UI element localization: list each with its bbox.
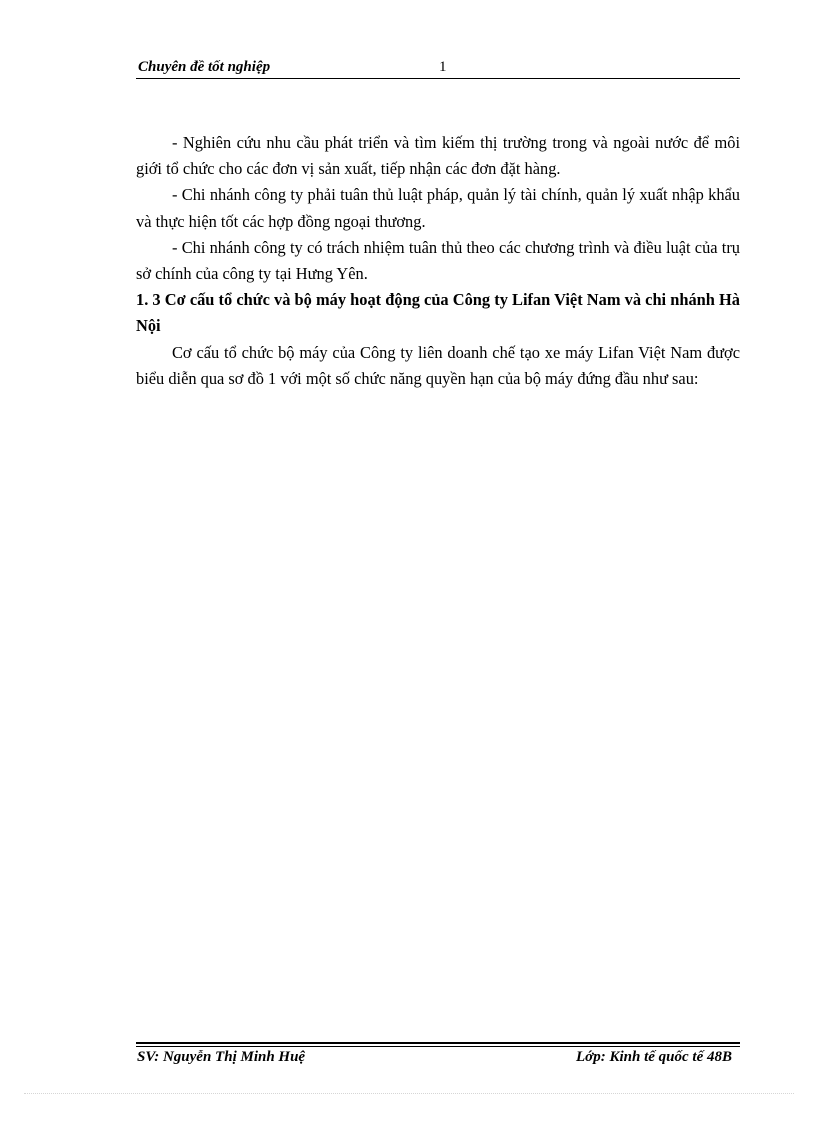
paragraph-headquarters-rules: - Chi nhánh công ty có trách nhiệm tuân thủ theo các chương trình và điều luật của trụ sở chính của công ty tại Hưng Yên. xyxy=(136,237,740,284)
footer-divider-thick xyxy=(136,1042,740,1044)
paragraph-org-structure: Cơ cấu tổ chức bộ máy của Công ty liên doanh chế tạo xe máy Lifan Việt Nam được biểu diễn qua sơ đồ 1 với một số chức năng quyền hạn của bộ máy đứng đầu như sau: xyxy=(136,342,740,388)
footer-class-name: Lớp: Kinh tế quốc tế 48B xyxy=(576,1049,732,1065)
paragraph-legal-compliance: - Chi nhánh công ty phải tuân thủ luật pháp, quản lý tài chính, quản lý xuất nhập khẩu và thực hiện tốt các hợp đồng ngoại thương. xyxy=(136,185,740,231)
header-divider xyxy=(136,78,740,79)
page-header xyxy=(136,56,740,78)
footer-student-name: SV: Nguyễn Thị Minh Huệ xyxy=(137,1049,306,1065)
page-bottom-edge xyxy=(24,1093,794,1094)
section-heading: 1. 3 Cơ cấu tổ chức và bộ máy hoạt động của Công ty Lifan Việt Nam và chi nhánh Hà Nội xyxy=(136,290,740,336)
page-number: 1 xyxy=(439,59,447,75)
header-title: Chuyên đề tốt nghiệp xyxy=(138,59,271,75)
body-text xyxy=(136,130,740,392)
footer-divider-thin xyxy=(136,1046,740,1047)
paragraph-market-research: - Nghiên cứu nhu cầu phát triển và tìm kiếm thị trường trong và ngoài nước để môi giới tổ chức cho các đơn vị sản xuất, tiếp nhận các đơn đặt hàng. xyxy=(136,133,740,179)
